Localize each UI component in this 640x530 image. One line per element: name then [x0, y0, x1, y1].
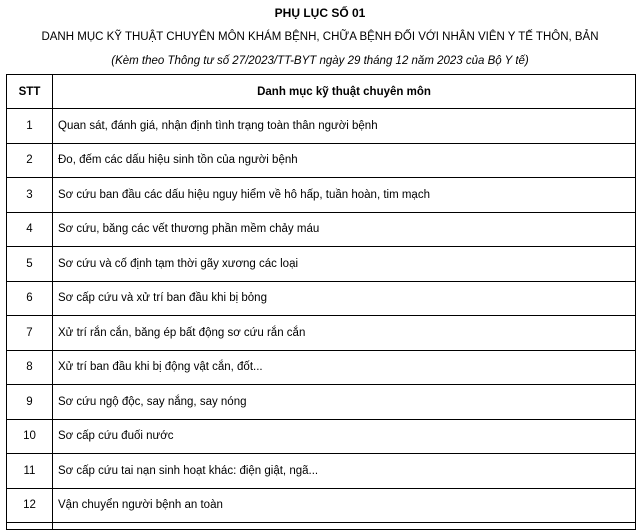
- row-technique: Đo, đếm các dấu hiệu sinh tồn của người bệnh: [53, 143, 636, 178]
- table-row: [7, 178, 636, 213]
- row-number: 4: [7, 212, 53, 247]
- table-row: [7, 247, 636, 282]
- row-number: 5: [7, 247, 53, 282]
- table-row: [7, 350, 636, 385]
- row-technique-empty: [53, 523, 636, 530]
- row-number: 3: [7, 178, 53, 213]
- row-technique: Sơ cứu ban đầu các dấu hiệu nguy hiểm về hô hấp, tuần hoàn, tim mạch: [53, 178, 636, 213]
- row-number: 11: [7, 454, 53, 489]
- table-row: [7, 419, 636, 454]
- table-row: [7, 316, 636, 351]
- table-row-cut-off: [7, 523, 636, 530]
- row-number: 10: [7, 419, 53, 454]
- row-number: 12: [7, 488, 53, 523]
- techniques-table: [6, 74, 636, 530]
- row-technique: Sơ cấp cứu tai nạn sinh hoạt khác: điện giật, ngã...: [53, 454, 636, 489]
- table-row: [7, 281, 636, 316]
- row-technique: Sơ cứu ngộ độc, say nắng, say nóng: [53, 385, 636, 420]
- row-number: 7: [7, 316, 53, 351]
- table-row: [7, 143, 636, 178]
- table-header-row: [7, 75, 636, 109]
- row-technique: Sơ cấp cứu đuối nước: [53, 419, 636, 454]
- row-technique: Vận chuyển người bệnh an toàn: [53, 488, 636, 523]
- row-technique: Sơ cứu, băng các vết thương phần mềm chảy máu: [53, 212, 636, 247]
- header-stt: STT: [7, 75, 53, 109]
- table-row: [7, 385, 636, 420]
- row-technique: Xử trí rắn cắn, băng ép bất động sơ cứu rắn cắn: [53, 316, 636, 351]
- row-number: 8: [7, 350, 53, 385]
- circular-reference-note: (Kèm theo Thông tư số 27/2023/TT-BYT ngày 29 tháng 12 năm 2023 của Bộ Y tế): [111, 55, 529, 67]
- row-number: 2: [7, 143, 53, 178]
- list-title: DANH MỤC KỸ THUẬT CHUYÊN MÔN KHÁM BỆNH, CHỮA BỆNH ĐỐI VỚI NHÂN VIÊN Y TẾ THÔN, BẢN: [41, 31, 599, 43]
- table-row: [7, 212, 636, 247]
- row-technique: Quan sát, đánh giá, nhận định tình trạng toàn thân người bệnh: [53, 109, 636, 144]
- table-row: [7, 488, 636, 523]
- row-number: 1: [7, 109, 53, 144]
- row-technique: Sơ cấp cứu và xử trí ban đầu khi bị bỏng: [53, 281, 636, 316]
- row-number-empty: [7, 523, 53, 530]
- row-number: 9: [7, 385, 53, 420]
- header-technique: Danh mục kỹ thuật chuyên môn: [53, 75, 636, 109]
- table-row: [7, 454, 636, 489]
- appendix-title: PHỤ LỤC SỐ 01: [274, 6, 366, 20]
- row-technique: Sơ cứu và cố định tạm thời gãy xương các loại: [53, 247, 636, 282]
- table-row: [7, 109, 636, 144]
- row-number: 6: [7, 281, 53, 316]
- row-technique: Xử trí ban đầu khi bị động vật cắn, đốt...: [53, 350, 636, 385]
